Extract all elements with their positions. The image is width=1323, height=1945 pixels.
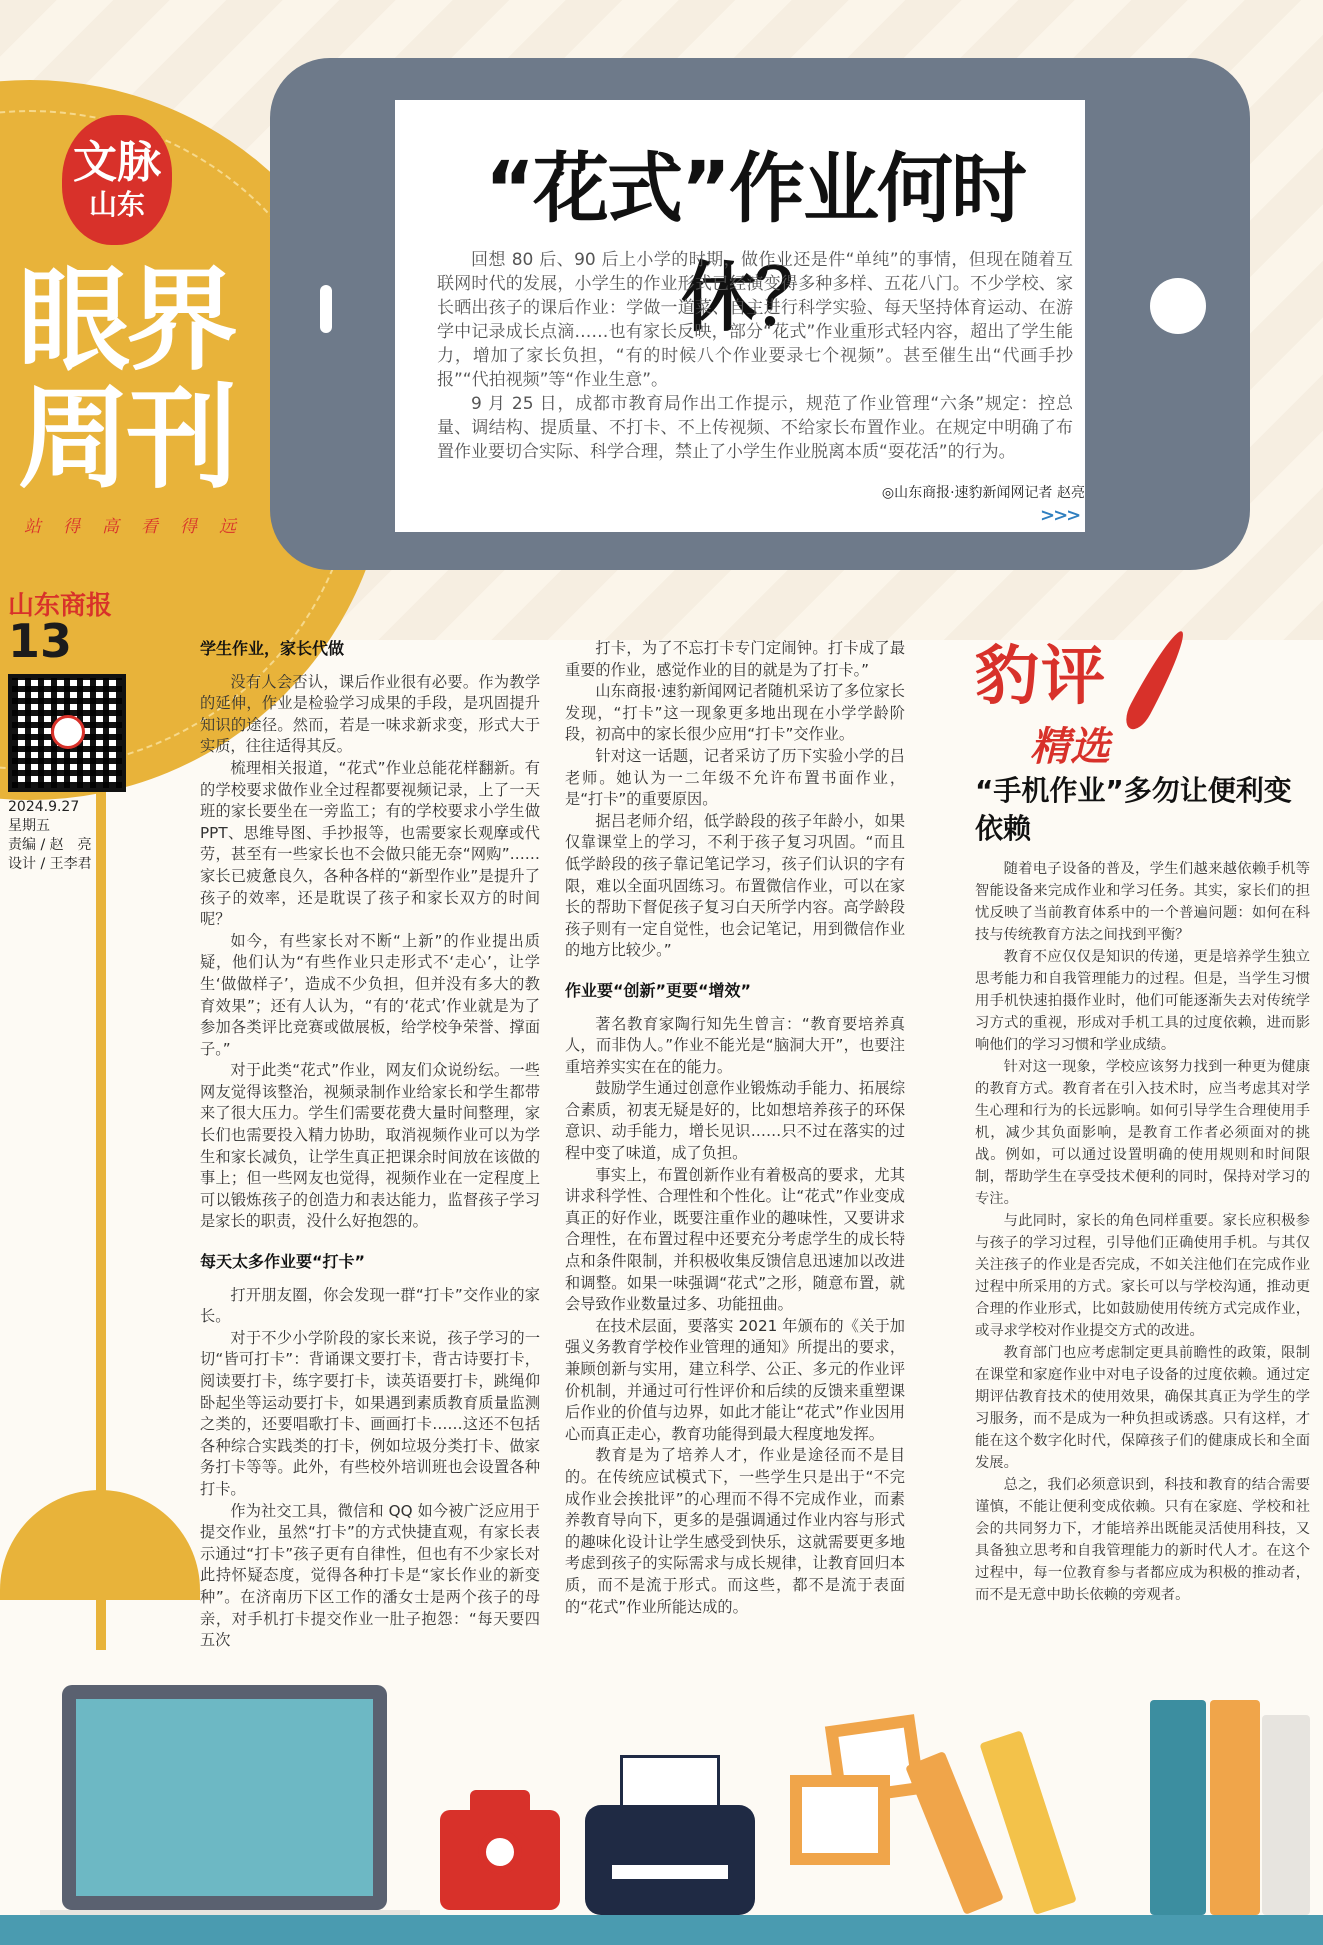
seal-line1: 文脉 <box>73 137 161 188</box>
page-number: 13 <box>8 614 73 668</box>
subheading: 作业要“创新”更要“增效” <box>565 980 752 1000</box>
opinion-badge-sub: 精选 <box>1030 724 1110 770</box>
paragraph: 打卡，为了不忘打卡专门定闹钟。打卡成了最重要的作业，感觉作业的目的就是为了打卡。” <box>565 639 905 679</box>
paragraph: 针对这一现象，学校应该努力找到一种更为健康的教育方式。教育者在引入技术时，应当考虑其对学生心理和行为的长远影响。如何引导学生合理使用手机，减少其负面影响，是教育工作者必须面对的挑战。例如，可以通过设置明确的使用规则和时间限制，帮助学生在享受技术便利的同时，保持对学习的专注。 <box>975 1059 1310 1207</box>
article-column-2 <box>565 638 905 1618</box>
phone-home-button <box>1150 278 1206 334</box>
paragraph: 教育不应仅仅是知识的传递，更是培养学生独立思考能力和自我管理能力的过程。但是，当学生习惯用手机快速拍摄作业时，他们可能逐渐失去对传统学习方式的重视，形成对手机工具的过度依赖，进而影响他们的学习习惯和学业成绩。 <box>975 949 1310 1053</box>
printer-icon <box>585 1805 755 1915</box>
opinion-title: “手机作业”多勿让便利变依赖 <box>975 774 1292 845</box>
section-slogan: 站得高看得远 <box>24 517 258 537</box>
paragraph: 如今，有些家长对不断“上新”的作业提出质疑，他们认为“有些作业只走形式不‘走心’，让学生‘做做样子’，造成不少负担，但并没有多大的教育效果”；还有人认为，“有的‘花式’作业就是为了参加各类评比竞赛或做展板，给学校争荣誉、撑面子。” <box>200 931 540 1058</box>
issue-weekday: 星期五 <box>8 818 50 834</box>
paragraph: 著名教育家陶行知先生曾言：“教育要培养真人，而非伪人。”作业不能光是“脑洞大开”，也要注重培养实实在在的能力。 <box>565 1014 905 1076</box>
section-title-line1: 眼界 <box>18 256 234 386</box>
paragraph: 没有人会否认，课后作业很有必要。作为教学的延伸，作业是检验学习成果的手段，是巩固提升知识的途径。然而，若是一味求新求变，形式大于实质，往往适得其反。 <box>200 672 540 756</box>
lede-paragraph: 回想 80 后、90 后上小学的时期，做作业还是件“单纯”的事情，但现在随着互联网时代的发展，小学生的作业形式已经演变得多种多样、五花八门。不少学校、家长晒出孩子的课后作业：学做一道菜、自主进行科学实验、每天坚持体育运动、在游学中记录成长点滴……也有家长反映，部分“花式”作业重形式轻内容，超出了学生能力，增加了家长负担，“有的时候八个作业要录七个视频”。甚至催生出“代画手抄报”“代拍视频”等“作业生意”。 <box>437 250 1073 390</box>
seal-line2: 山东 <box>88 188 145 221</box>
laptop-icon <box>62 1685 387 1910</box>
book-icon <box>1150 1700 1206 1915</box>
camera-lens <box>478 1830 522 1874</box>
opinion-column <box>975 858 1310 1606</box>
paragraph: 对于此类“花式”作业，网友们众说纷纭。一些网友觉得该整治，视频录制作业给家长和学生都带来了很大压力。学生们需要花费大量时间整理，家长们也需要投入精力协助，取消视频作业可以为学生和家长减负，让学生真正把课余时间放在该做的事上；但一些网友也觉得，视频作业在一定程度上可以锻炼孩子的创造力和表达能力，监督孩子学习是家长的职责，没什么好抱怨的。 <box>200 1061 540 1231</box>
section-title-line2: 周刊 <box>18 374 234 504</box>
paragraph: 事实上，布置创新作业有着极高的要求，尤其讲求科学性、合理性和个性化。让“花式”作业变成真正的好作业，既要注重作业的趣味性，又要讲求合理性，在布置过程中还要充分考虑学生的成长特点和条件限制，并积极收集反馈信息迅速加以改进和调整。如果一味强调“花式”之形，随意布置，就会导致作业数量过多、功能扭曲。 <box>565 1165 905 1314</box>
article-headline: “花式”作业何时休？ <box>485 144 1025 342</box>
paragraph: 教育部门也应考虑制定更具前瞻性的政策，限制在课堂和家庭作业中对电子设备的过度依赖。通过定期评估教育技术的使用效果，确保其真正为学生的学习服务，而不是成为一种负担或诱惑。只有这样，才能在这个数字化时代，保障孩子们的健康成长和全面发展。 <box>975 1345 1310 1471</box>
bottom-bar <box>0 1915 1323 1945</box>
printer-slot <box>612 1865 728 1879</box>
lede-paragraph: 9 月 25 日，成都市教育局作出工作提示，规范了作业管理“六条”规定：控总量、调结构、提质量、不打卡、不上传视频、不给家长布置作业。在规定中明确了布置作业要切合实际、科学合理，禁止了小学生作业脱离本质“耍花活”的行为。 <box>437 394 1073 462</box>
paragraph: 据吕老师介绍，低学龄段的孩子年龄小，如果仅靠课堂上的学习，不利于孩子复习巩固。“而且低学龄段的孩子靠记笔记学习，孩子们认识的字有限，难以全面巩固练习。布置微信作业，可以在家长的帮助下督促孩子复习白天所学内容。高学龄段孩子则有一定自觉性，也会记笔记，用到微信作业的地方比较少。” <box>565 811 905 960</box>
paragraph: 对于不少小学阶段的家长来说，孩子学习的一切“皆可打卡”：背诵课文要打卡，背古诗要打卡，阅读要打卡，练字要打卡，读英语要打卡，跳绳仰卧起坐等运动要打卡，如果遇到素质教育质量监测之类的，还要唱歌打卡、画画打卡……这还不包括各种综合实践类的打卡，例如垃圾分类打卡、做家务打卡等等。此外，有些校外培训班也会设置各种打卡。 <box>200 1328 540 1498</box>
paragraph: 山东商报·速豹新闻网记者随机采访了多位家长发现，“打卡”这一现象更多地出现在小学学龄阶段，初高中的家长很少应用“打卡”交作业。 <box>565 682 905 744</box>
issue-date: 2024.9.27 <box>8 799 80 815</box>
subheading: 学生作业，家长代做 <box>200 639 345 658</box>
paragraph: 作为社交工具，微信和 QQ 如今被广泛应用于提交作业，虽然“打卡”的方式快捷直观，有家长表示通过“打卡”孩子更有自律性，但也有不少家长对此持怀疑态度，觉得各种打卡是“家长作业的新变种”。在济南历下区工作的潘女士是两个孩子的母亲，对手机打卡提交作业一肚子抱怨：“每天要四五次 <box>200 1501 540 1650</box>
book-icon <box>1262 1715 1310 1915</box>
paragraph: 在技术层面，要落实 2021 年颁布的《关于加强义务教育学校作业管理的通知》所提出的要求，兼顾创新与实用，建立科学、公正、多元的作业评价机制，并通过可行性评价和后续的反馈来重塑课后作业的价值与边界，如此才能让“花式”作业因用心而真正走心，教育功能得到最大程度地发挥。 <box>565 1316 905 1443</box>
issue-meta <box>8 798 92 874</box>
qr-center-logo <box>51 715 85 749</box>
paragraph: 教育是为了培养人才，作业是途径而不是目的。在传统应试模式下，一些学生只是出于“不完成作业会挨批评”的心理而不得不完成作业，而素养教育导向下，更多的是强调通过作业内容与形式的趣味化设计让学生感受到快乐，这就需要更多地考虑到孩子的实际需求与成长规律，让教育回归本质，而不是流于形式。而这些，都不是流于表面的“花式”作业所能达成的。 <box>565 1446 905 1616</box>
culture-seal-logo <box>62 115 172 245</box>
book-icon <box>1210 1700 1260 1915</box>
more-arrows-icon: >>> <box>1040 505 1080 526</box>
article-byline: ◎山东商报·速豹新闻网记者 赵亮 <box>881 485 1085 501</box>
paragraph: 与此同时，家长的角色同样重要。家长应积极参与孩子的学习过程，引导他们正确使用手机。与其仅关注孩子的作业是否完成，不如关注他们在完成作业过程中所采用的方式。家长可以与学校沟通，推动更合理的作业形式，比如鼓励使用传统方式完成作业，或寻求学校对作业提交方式的改进。 <box>975 1213 1310 1339</box>
paragraph: 鼓励学生通过创意作业锻炼动手能力、拓展综合素质，初衷无疑是好的，比如想培养孩子的环保意识、动手能力，增长见识……只不过在落实的过程中变了味道，成了负担。 <box>565 1079 905 1163</box>
phone-speaker <box>320 285 332 333</box>
article-lede <box>437 248 1073 464</box>
paragraph: 针对这一话题，记者采访了历下实验小学的吕老师。她认为一二年级不允许布置书面作业，是“打卡”的重要原因。 <box>565 746 905 809</box>
paragraph: 打开朋友圈，你会发现一群“打卡”交作业的家长。 <box>200 1285 540 1326</box>
subheading: 每天太多作业要“打卡” <box>200 1252 366 1272</box>
paragraph: 随着电子设备的普及，学生们越来越依赖手机等智能设备来完成作业和学习任务。其实，家长们的担忧反映了当前教育体系中的一个普遍问题：如何在科技与传统教育方法之间找到平衡？ <box>975 861 1310 943</box>
paragraph: 总之，我们必须意识到，科技和教育的结合需要谨慎，不能让便利变成依赖。只有在家庭、学校和社会的共同努力下，才能培养出既能灵活使用科技，又具备独立思考和自我管理能力的新时代人才。在这个过程中，每一位教育参与者都应成为积极的推动者，而不是无意中助长依赖的旁观者。 <box>975 1477 1310 1603</box>
newspaper-name: 山东商报 <box>8 591 113 621</box>
issue-editor: 责编 / 赵 亮 <box>8 837 92 853</box>
section-title <box>18 256 234 504</box>
opinion-badge: 豹评 <box>975 640 1107 714</box>
photo-frame-icon <box>790 1775 890 1865</box>
article-column-1 <box>200 638 540 1652</box>
issue-designer: 设计 / 王李君 <box>8 856 92 872</box>
paragraph: 梳理相关报道，“花式”作业总能花样翻新。有的学校要求做作业全过程都要视频记录，上了一天班的家长要坐在一旁监工；有的学校要求小学生做 PPT、思维导图、手抄报等，也需要家长观摩或代劳，甚至有一些家长也不会做只能无奈“网购”……家长已疲惫良久，各种各样的“新型作业”是提升了孩子的效率，还是耽误了孩子和家长双方的时间呢？ <box>200 758 540 929</box>
